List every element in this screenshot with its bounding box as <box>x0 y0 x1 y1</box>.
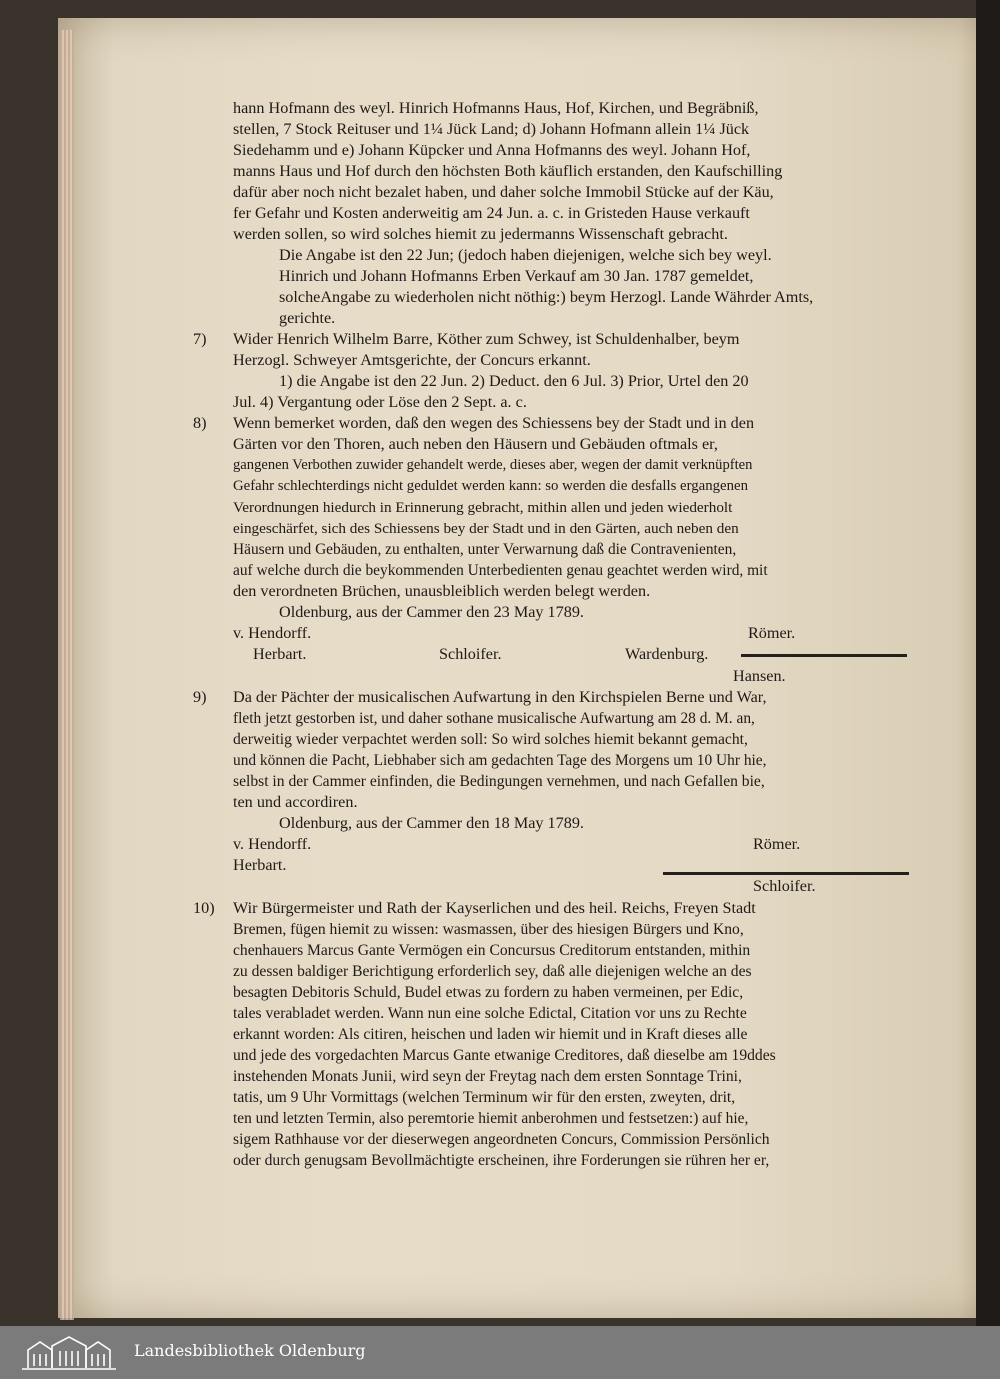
item-number: 10) <box>193 899 215 917</box>
text-line: Häusern und Gebäuden, zu enthalten, unter Verwarnung daß die Contravenienten, <box>233 541 737 558</box>
text-line: Wider Henrich Wilhelm Barre, Köther zum Schwey, ist Schuldenhalber, beym <box>233 330 740 348</box>
text-line: dafür aber noch nicht bezalet haben, und daher solche Immobil Stücke auf der Käu, <box>233 183 774 201</box>
text-line: fer Gefahr und Kosten anderweitig am 24 Jun. a. c. in Gristeden Hause verkauft <box>233 204 750 222</box>
signature-name: Schloifer. <box>753 877 816 895</box>
signature-name: Schloifer. <box>439 645 502 663</box>
item-number: 7) <box>193 330 207 348</box>
signature-name: Herbart. <box>253 645 307 663</box>
text-line: gerichte. <box>279 309 336 327</box>
text-line: chenhauers Marcus Gante Vermögen ein Concursus Creditorum entstanden, mithin <box>233 942 751 959</box>
text-line: Herzogl. Schweyer Amtsgerichte, der Concurs erkannt. <box>233 351 591 369</box>
text-line: tales verabladet werden. Wann nun eine solche Edictal, Citation vor uns zu Rechte <box>233 1005 747 1022</box>
text-line: Verordnungen hiedurch in Erinnerung gebracht, mithin allen und jeden wiederholt <box>233 499 733 516</box>
footer-bar <box>0 1326 1000 1379</box>
signature-name: Wardenburg. <box>625 645 709 663</box>
library-name: Landesbibliothek Oldenburg <box>134 1341 366 1360</box>
text-line: fleth jetzt gestorben ist, und daher sothane musicalische Aufwartung am 28 d. M. an, <box>233 710 755 727</box>
text-line: eingeschärfet, sich des Schiessens bey der Stadt und in den Gärten, auch neben den <box>233 520 739 537</box>
text-line: besagten Debitoris Schuld, Budel etwas zu fordern zu haben vermeinen, per Edic, <box>233 984 744 1001</box>
text-line: den verordneten Brüchen, unausbleiblich werden belegt werden. <box>233 582 651 600</box>
text-line: Wenn bemerket worden, daß den wegen des Schiessens bey der Stadt und in den <box>233 414 755 432</box>
signature-name: v. Hendorff. <box>233 835 312 853</box>
text-line: stellen, 7 Stock Reituser und 1¼ Jück Land; d) Johann Hofmann allein 1¼ Jück <box>233 120 750 138</box>
item-number: 9) <box>193 688 207 706</box>
text-line: zu dessen baldiger Berichtigung erforderlich sey, daß alle diejenigen welche an des <box>233 963 752 980</box>
text-line: sigem Rathhause vor der dieserwegen angeordneten Concurs, Commission Persönlich <box>233 1131 770 1148</box>
text-line: Bremen, fügen hiemit zu wissen: wasmassen, über des hiesigen Bürgers und Kno, <box>233 921 744 938</box>
page-edge <box>60 30 74 1320</box>
text-line: ten und accordiren. <box>233 793 358 811</box>
text-line: Oldenburg, aus der Cammer den 23 May 1789. <box>279 603 584 621</box>
text-line: hann Hofmann des weyl. Hinrich Hofmanns Haus, Hof, Kirchen, und Begräbniß, <box>233 99 759 117</box>
text-line: oder durch genugsam Bevollmächtigte erscheinen, ihre Forderungen sie rühren her er, <box>233 1152 770 1169</box>
signature-rule <box>741 654 907 657</box>
item-number: 8) <box>193 414 207 432</box>
text-line: Da der Pächter der musicalischen Aufwartung in den Kirchspielen Berne und War, <box>233 688 767 706</box>
text-line: erkannt worden: Als citiren, heischen und laden wir hiemit und in Kraft dieses alle <box>233 1026 748 1043</box>
signature-name: Römer. <box>748 624 796 642</box>
library-building-icon <box>20 1334 118 1372</box>
text-line: und können die Pacht, Liebhaber sich am gedachten Tage des Morgens um 10 Uhr hie, <box>233 752 767 769</box>
signature-rule <box>663 872 909 875</box>
text-line: gangenen Verbothen zuwider gehandelt werde, dieses aber, wegen der damit verknüpften <box>233 457 753 473</box>
text-line: tatis, um 9 Uhr Vormittags (welchen Terminum wir für den ersten, zweyten, drit, <box>233 1089 736 1106</box>
text-line: Hinrich und Johann Hofmanns Erben Verkauf am 30 Jan. 1787 gemeldet, <box>279 267 754 285</box>
text-line: instehenden Monats Junii, wird seyn der Freytag nach dem ersten Sonntage Trini, <box>233 1068 742 1085</box>
text-line: auf welche durch die beykommenden Unterbedienten genau geachtet werden wird, mit <box>233 562 768 579</box>
signature-name: Römer. <box>753 835 801 853</box>
text-line: Die Angabe ist den 22 Jun; (jedoch haben diejenigen, welche sich bey weyl. <box>279 246 772 264</box>
text-line: ten und letzten Termin, also peremtorie hiemit anberohmen und festsetzen:) auf hie, <box>233 1110 749 1127</box>
book-gutter <box>976 0 1000 1326</box>
text-line: 1) die Angabe ist den 22 Jun. 2) Deduct. den 6 Jul. 3) Prior, Urtel den 20 <box>279 372 749 390</box>
text-line: manns Haus und Hof durch den höchsten Both käuflich erstanden, den Kaufschilling <box>233 162 783 180</box>
text-line: solcheAngabe zu wiederholen nicht nöthig:) beym Herzogl. Lande Währder Amts, <box>279 288 814 306</box>
text-line: Oldenburg, aus der Cammer den 18 May 1789. <box>279 814 584 832</box>
signature-name: Hansen. <box>733 667 786 685</box>
text-line: Wir Bürgermeister und Rath der Kayserlichen und des heil. Reichs, Freyen Stadt <box>233 899 756 917</box>
text-line: derweitig wieder verpachtet werden soll: So wird solches hiemit bekannt gemacht, <box>233 731 748 748</box>
text-line: selbst in der Cammer einfinden, die Bedingungen vernehmen, und nach Gefallen bie, <box>233 773 765 790</box>
text-line: Jul. 4) Vergantung oder Löse den 2 Sept. a. c. <box>233 393 527 411</box>
signature-name: Herbart. <box>233 856 287 874</box>
signature-name: v. Hendorff. <box>233 624 312 642</box>
text-line: und jede des vorgedachten Marcus Gante etwanige Creditores, daß dieselbe am 19ddes <box>233 1047 776 1064</box>
text-line: Gefahr schlechterdings nicht geduldet werden kann: so werden die desfalls ergangenen <box>233 478 748 494</box>
text-line: Gärten vor den Thoren, auch neben den Häusern und Gebäuden oftmals er, <box>233 435 718 453</box>
text-line: Siedehamm und e) Johann Küpcker und Anna Hofmanns des weyl. Johann Hof, <box>233 141 751 159</box>
text-line: werden sollen, so wird solches hiemit zu jedermanns Wissenschaft gebracht. <box>233 225 728 243</box>
